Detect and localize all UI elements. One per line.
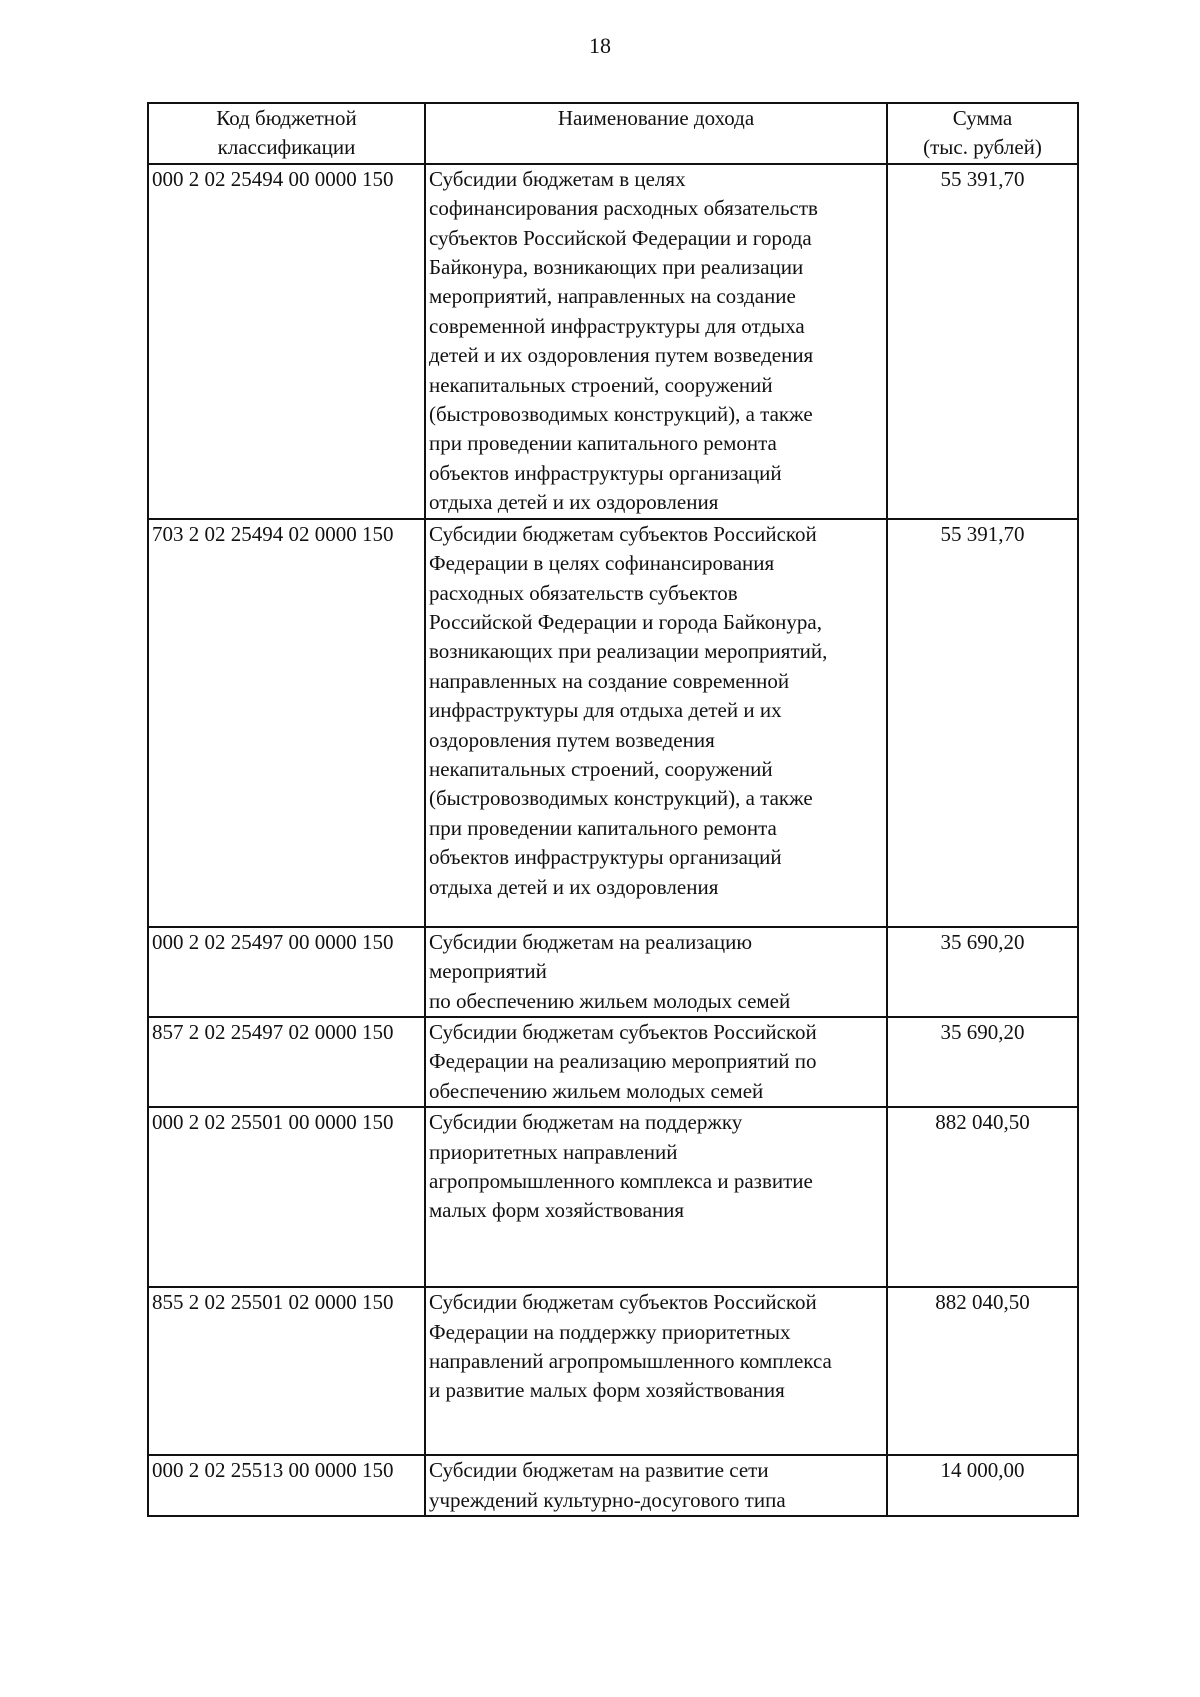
- budget-income-table: [147, 102, 1079, 1517]
- income-name-line: направленных на создание современной: [429, 668, 790, 693]
- table-row: [148, 1455, 1078, 1516]
- budget-code-cell: 000 2 02 25513 00 0000 150: [148, 1455, 425, 1516]
- income-name-line: возникающих при реализации мероприятий,: [429, 639, 828, 664]
- table-row: [148, 1107, 1078, 1287]
- amount-cell: 882 040,50: [887, 1107, 1078, 1287]
- header-sum-line: (тыс. рублей): [923, 135, 1042, 160]
- header-code: [148, 103, 425, 164]
- header-name-line: Наименование дохода: [557, 106, 755, 130]
- income-name-line: некапитальных строений, сооружений: [429, 756, 773, 781]
- income-name-line: Байконура, возникающих при реализации: [429, 255, 804, 280]
- amount-cell: 14 000,00: [887, 1455, 1078, 1516]
- header-code-line: Код бюджетной: [216, 106, 357, 130]
- income-name-line: Субсидии бюджетам на развитие сети: [429, 1458, 769, 1483]
- income-name-line: современной инфраструктуры для отдыха: [429, 313, 805, 338]
- table-row: [148, 1287, 1078, 1455]
- income-name-line: Субсидии бюджетам субъектов Российской: [429, 1019, 817, 1044]
- income-name-cell: [425, 1455, 887, 1516]
- income-name-cell: [425, 519, 887, 927]
- income-name-line: Субсидии бюджетам субъектов Российской: [429, 521, 817, 546]
- income-name-line: отдыха детей и их оздоровления: [429, 874, 719, 899]
- income-name-cell: [425, 1017, 887, 1107]
- income-name-line: Субсидии бюджетам на реализацию: [429, 929, 753, 954]
- amount-cell: 35 690,20: [887, 927, 1078, 1017]
- page-number: 18: [589, 33, 611, 58]
- table-row: [148, 164, 1078, 519]
- income-name-line: Федерации в целях софинансирования: [429, 551, 775, 576]
- income-name-line: обеспечению жильем молодых семей: [429, 1078, 764, 1103]
- budget-code-cell: 703 2 02 25494 02 0000 150: [148, 519, 425, 927]
- income-name-line: Российской Федерации и города Байконура,: [429, 609, 822, 634]
- income-name-line: мероприятий: [429, 959, 547, 984]
- header-code-line: классификации: [217, 135, 356, 160]
- income-name-line: Субсидии бюджетам субъектов Российской: [429, 1290, 817, 1315]
- income-name-line: Федерации на реализацию мероприятий по: [429, 1049, 817, 1074]
- income-name-line: учреждений культурно-досугового типа: [429, 1487, 786, 1512]
- income-name-line: мероприятий, направленных на создание: [429, 284, 796, 309]
- income-name-cell: [425, 164, 887, 519]
- income-name-line: по обеспечению жильем молодых семей: [429, 988, 791, 1013]
- income-name-line: направлений агропромышленного комплекса: [429, 1348, 832, 1373]
- income-name-cell: [425, 1287, 887, 1455]
- budget-code-cell: 855 2 02 25501 02 0000 150: [148, 1287, 425, 1455]
- header-sum-line: Сумма: [952, 106, 1013, 130]
- header-sum: [887, 103, 1078, 164]
- table-header-row: [148, 103, 1078, 164]
- table-row: [148, 519, 1078, 927]
- income-name-line: Субсидии бюджетам на поддержку: [429, 1110, 743, 1135]
- income-name-line: Субсидии бюджетам в целях: [429, 166, 686, 191]
- amount-cell: 55 391,70: [887, 164, 1078, 519]
- income-name-cell: [425, 1107, 887, 1287]
- income-name-line: (быстровозводимых конструкций), а также: [429, 786, 813, 811]
- income-name-line: малых форм хозяйствования: [429, 1198, 685, 1223]
- income-name-cell: [425, 927, 887, 1017]
- amount-cell: 35 690,20: [887, 1017, 1078, 1107]
- income-name-line: некапитальных строений, сооружений: [429, 372, 773, 397]
- header-name: [425, 103, 887, 164]
- income-name-line: приоритетных направлений: [429, 1139, 678, 1164]
- income-name-line: агропромышленного комплекса и развитие: [429, 1168, 813, 1193]
- budget-code-cell: 000 2 02 25501 00 0000 150: [148, 1107, 425, 1287]
- income-name-line: субъектов Российской Федерации и города: [429, 225, 812, 250]
- budget-code-cell: 857 2 02 25497 02 0000 150: [148, 1017, 425, 1107]
- income-name-line: отдыха детей и их оздоровления: [429, 490, 719, 515]
- income-name-line: при проведении капитального ремонта: [429, 815, 777, 840]
- income-name-line: оздоровления путем возведения: [429, 727, 715, 752]
- income-name-line: (быстровозводимых конструкций), а также: [429, 402, 813, 427]
- income-name-line: объектов инфраструктуры организаций: [429, 460, 782, 485]
- income-name-line: расходных обязательств субъектов: [429, 580, 738, 605]
- income-name-line: софинансирования расходных обязательств: [429, 196, 818, 221]
- income-name-line: детей и их оздоровления путем возведения: [429, 343, 814, 368]
- income-name-line: при проведении капитального ремонта: [429, 431, 777, 456]
- amount-cell: 882 040,50: [887, 1287, 1078, 1455]
- budget-code-cell: 000 2 02 25497 00 0000 150: [148, 927, 425, 1017]
- budget-code-cell: 000 2 02 25494 00 0000 150: [148, 164, 425, 519]
- table-row: [148, 1017, 1078, 1107]
- income-name-line: объектов инфраструктуры организаций: [429, 845, 782, 870]
- income-name-line: инфраструктуры для отдыха детей и их: [429, 698, 782, 723]
- amount-cell: 55 391,70: [887, 519, 1078, 927]
- income-name-line: Федерации на поддержку приоритетных: [429, 1319, 791, 1344]
- income-name-line: и развитие малых форм хозяйствования: [429, 1378, 785, 1403]
- table-row: [148, 927, 1078, 1017]
